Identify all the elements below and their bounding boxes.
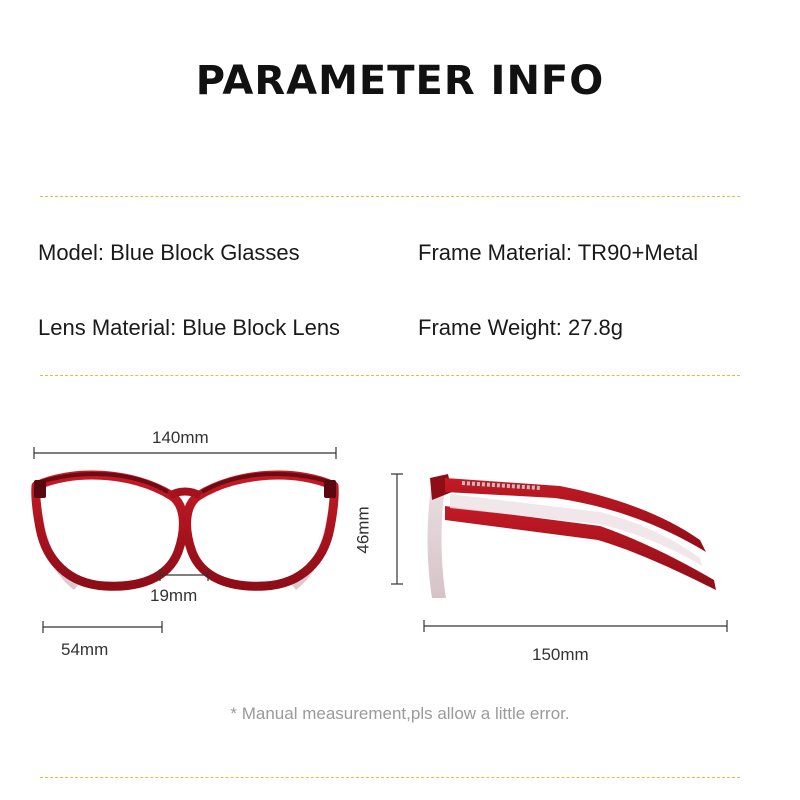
spec-frame-material: Frame Material: TR90+Metal bbox=[418, 240, 699, 265]
glasses-front-view bbox=[34, 474, 336, 590]
spec-frame-weight: Frame Weight: 27.8g bbox=[418, 315, 624, 340]
page-title: PARAMETER INFO bbox=[195, 58, 605, 104]
label-lens-height: 46mm bbox=[353, 506, 373, 554]
divider-bottom bbox=[40, 777, 740, 778]
dimension-lens-height-line bbox=[391, 474, 403, 584]
dimension-lens-width-line bbox=[43, 621, 162, 633]
glasses-side-view bbox=[428, 474, 717, 598]
label-total-width: 140mm bbox=[152, 428, 209, 447]
label-bridge-width: 19mm bbox=[150, 586, 198, 605]
label-temple-length: 150mm bbox=[532, 645, 589, 664]
spec-lens-material: Lens Material: Blue Block Lens bbox=[38, 315, 341, 340]
label-lens-width: 54mm bbox=[61, 640, 109, 659]
dimension-temple-length-line bbox=[424, 620, 727, 632]
dimension-total-width-line bbox=[34, 447, 336, 459]
measurement-note: * Manual measurement,pls allow a little error. bbox=[230, 704, 570, 723]
spec-model: Model: Blue Block Glasses bbox=[38, 240, 300, 265]
